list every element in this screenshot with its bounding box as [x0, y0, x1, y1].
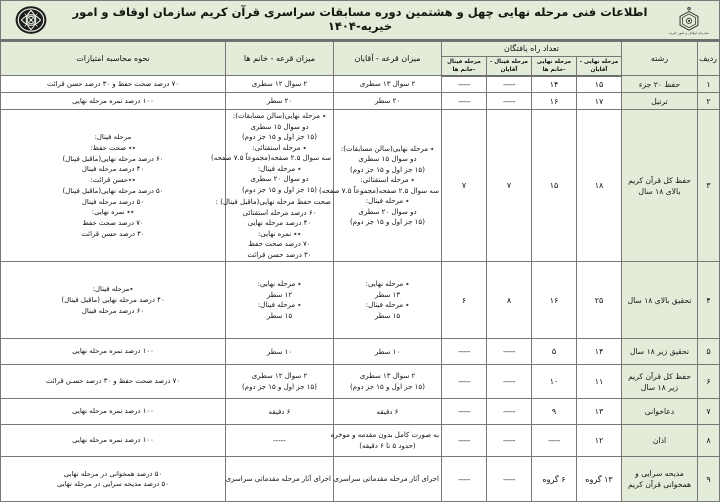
lot_men-line: ٭ مرحله استفتائی: — [360, 176, 415, 185]
count-final-women: ۱۶ — [532, 262, 577, 339]
lot_men-lines — [330, 430, 439, 451]
lot_women-lines — [210, 111, 331, 195]
scoring-line: مرحله فینال: — [94, 133, 132, 142]
scoring-line: ۵۰ درصد مدیحه سرایی در مرحله نهایی — [57, 480, 169, 489]
scoring-line: ٭٭ صحت حفظ: — [90, 144, 136, 152]
lot-women-cell — [225, 93, 333, 110]
count-finale-women: ----- — [441, 93, 486, 110]
scoring-cell — [1, 93, 226, 110]
field-name: حفظ کل قرآن کریم زیر ۱۸ سال — [622, 365, 698, 399]
lot-women-cell — [225, 365, 333, 399]
scoring_mid-line: ٭٭ نمره نهایی: — [257, 229, 302, 238]
count-finale-men: ----- — [487, 399, 532, 425]
lot-women-cell — [225, 76, 333, 93]
count-final-women: ----- — [532, 425, 577, 457]
lot_women-line: ٭ مرحله نهایی: — [257, 280, 302, 289]
lot_women-line: سه سوال ۲.۵ صفحه(مجموعاً ۷.۵ صفحه) — [210, 154, 331, 163]
lot_women-line: (۱۵ جز اول و ۱۵ جز دوم) — [242, 185, 317, 194]
count-final-men: ۱۳ گروه — [577, 457, 622, 502]
scoring-lines — [3, 79, 223, 90]
scoring-lines — [3, 469, 223, 490]
lot_men-line: ٭ مرحله نهایی: — [365, 280, 410, 289]
competition-info-table — [0, 41, 720, 502]
lot_women-lines — [228, 79, 331, 90]
ornamental-medallion-logo — [5, 2, 57, 38]
count-final-women: ۱۶ — [532, 93, 577, 110]
lot_men-lines — [336, 96, 439, 107]
scoring-line: ٭مرحله فینال: — [92, 285, 134, 294]
field-name: تحقیق بالای ۱۸ سال — [622, 262, 698, 339]
lot-women-cell — [225, 262, 333, 339]
lot_women-line: ۱۲ سطر — [266, 290, 293, 299]
lot_men-line: (۱۵ جز اول و ۱۵ جز دوم) — [350, 382, 425, 391]
lot_men-line: به صورت کامل بدون مقدمه و موخره — [330, 431, 439, 440]
scoring-line: ۷۰ درصد صحت حفظ و ۳۰ درصد حسن قرائت — [46, 79, 180, 88]
lot_men-line: ٭ مرحله فینال: — [365, 301, 410, 310]
count-finale-men: ----- — [487, 339, 532, 365]
lot_men-line: اجرای آثار مرحله مقدماتی سراسری — [333, 475, 439, 484]
scoring-line: ٭٭حسن قرائت: — [90, 176, 136, 185]
lot-women-cell — [225, 339, 333, 365]
count-finale-men: ۷ — [487, 110, 532, 262]
lot_women-line: ٭ مرحله فینال: — [257, 164, 302, 173]
lot-men-cell — [333, 457, 441, 502]
lot_men-line: (۱۵ جز اول و ۱۵ جز دوم) — [350, 218, 425, 227]
lot_men-lines — [336, 371, 439, 392]
col-header-finale-men: مرحله فینال - آقایان — [487, 56, 532, 76]
count-finale-women: ----- — [441, 399, 486, 425]
lot-men-cell — [333, 399, 441, 425]
count-finale-women: ۶ — [441, 262, 486, 339]
lot-women-cell — [210, 110, 333, 262]
lot-women-cell — [225, 425, 333, 457]
field-name: تحقیق زیر ۱۸ سال — [622, 339, 698, 365]
lot-men-cell — [333, 262, 441, 339]
lot_women-lines — [228, 407, 331, 418]
scoring-cell — [1, 262, 226, 339]
scoring-line: ۱۰۰ درصد نمره مرحله نهایی — [72, 347, 154, 356]
scoring-line: ۴۰ درصد مرحله فینال — [81, 165, 145, 174]
scoring-cell — [1, 76, 226, 93]
field-name: دعاخوانی — [622, 399, 698, 425]
scoring-lines — [3, 346, 223, 357]
col-header-entrants-group: تعداد راه یافتگان — [441, 42, 621, 57]
count-finale-women: ----- — [441, 365, 486, 399]
count-final-men: ۱۵ — [577, 76, 622, 93]
lot-men-cell — [333, 93, 441, 110]
table-body — [1, 76, 720, 502]
scoring-line: ۷۰ درصد صحت حفظ و ۳۰ درصد حسـن قرائت — [45, 377, 181, 386]
count-final-women: ۹ — [532, 399, 577, 425]
lot_women-line: ۲ سوال ۱۲ سطری — [251, 80, 308, 89]
col-header-field: رشته — [622, 42, 698, 76]
field-name: حفظ ۲۰ جزء — [622, 76, 698, 93]
lot_women-line: (۱۵ جز اول و ۱۵ جز دوم) — [242, 133, 317, 142]
col-header-rownum: ردیف — [698, 42, 720, 76]
table-row — [1, 110, 720, 262]
lot_women-lines — [228, 96, 331, 107]
count-final-men: ۱۱ — [577, 365, 622, 399]
lot_women-line: ٭ مرحله فینال: — [257, 301, 302, 310]
lot_men-line: سه سوال ۲.۵ صفحه(مجموعاً ۷.۵ صفحه) — [318, 186, 439, 195]
lot_men-line: ٭ مرحله نهایی(سالن مسابقات): — [340, 144, 435, 153]
count-finale-women: ----- — [441, 425, 486, 457]
lot_women-line: ۲ سوال ۱۲ سطری — [251, 372, 308, 381]
lot_women-lines — [228, 347, 331, 358]
row-number: ۸ — [698, 425, 720, 457]
lot_women-lines — [228, 279, 331, 321]
col-header-lot-men: میزان قرعه - آقایان — [333, 42, 441, 76]
scoring-line: ۵۰ درصد همخوانی در مرحله نهایی — [63, 469, 163, 478]
lot_men-line: دو سوال ۲۰ سطری — [358, 207, 417, 216]
scoring-cell — [1, 110, 226, 262]
lot_men-line: ۲ سوال ۱۳ سطری — [359, 372, 416, 381]
table-row — [1, 425, 720, 457]
scoring-lines — [3, 132, 223, 239]
count-finale-women: ----- — [441, 76, 486, 93]
lot_men-lines — [318, 144, 439, 228]
lot_men-lines — [336, 347, 439, 358]
row-number: ۲ — [698, 93, 720, 110]
lot_women-line: ٭ مرحله نهایی(سالن مسابقات): — [232, 112, 327, 121]
field-name: مدیحه سرایی و همخوانی قرآن کریم — [622, 457, 698, 502]
table-row — [1, 93, 720, 110]
count-final-women: ۱۴ — [532, 76, 577, 93]
row-number: ۱ — [698, 76, 720, 93]
scoring-line: ۶۰ درصد مرحله نهایی(ماقبل فینال) — [62, 154, 164, 163]
lot_women-line: ۶ دقیقه — [268, 407, 291, 416]
scoring-cell — [1, 399, 226, 425]
scoring_mid-line: ۷۰ درصد صحت حفظ — [248, 240, 311, 249]
count-finale-men: ۸ — [487, 262, 532, 339]
count-final-men: ۱۸ — [577, 110, 622, 262]
field-name: اذان — [622, 425, 698, 457]
lot_men-line: (حدود ۵ تا ۶ دقیقه) — [359, 441, 416, 450]
lot_men-line: ۶ دقیقه — [376, 407, 399, 416]
row-number: ۶ — [698, 365, 720, 399]
count-final-men: ۱۳ — [577, 399, 622, 425]
count-final-men: ۱۷ — [577, 93, 622, 110]
row-number: ۴ — [698, 262, 720, 339]
scoring-line: ۵۰ درصد مرحله فینال — [81, 197, 145, 206]
scoring-line: ۱۰۰ درصد نمره مرحله نهایی — [72, 407, 154, 416]
lot_women-lines — [228, 436, 331, 447]
scoring-cell — [1, 339, 226, 365]
count-final-women: ۵ — [532, 339, 577, 365]
count-final-women: ۱۵ — [532, 110, 577, 262]
table-header-row-top — [1, 42, 720, 57]
count-finale-women: ----- — [441, 339, 486, 365]
scoring-line: ۵۰ درصد مرحله نهایی(ماقبل فینال) — [62, 186, 164, 195]
scoring-line: ٭٭ نمره نهایی: — [91, 208, 135, 217]
scoring_mid-line: ۶۰ درصد مرحله استفتائی — [242, 208, 317, 217]
lot-men-cell — [333, 76, 441, 93]
count-final-men: ۲۵ — [577, 262, 622, 339]
lot_women-line: ۲۰ سطر — [266, 97, 293, 106]
field-name: ترتیل — [622, 93, 698, 110]
scoring-line: ۱۰۰ درصد نمره مرحله نهایی — [72, 436, 154, 445]
col-header-finale-women: مرحله فینال -خانم ها — [441, 56, 486, 76]
table-header — [1, 42, 720, 76]
lot_women-line: ۱۰ سطر — [266, 347, 293, 356]
scoring-lines — [3, 406, 223, 417]
scoring-line: ۶۰ درصد مرحله فینال — [81, 306, 145, 315]
scoring-cell — [1, 365, 226, 399]
row-number: ۷ — [698, 399, 720, 425]
lot_women-line: ۱۵ سطر — [266, 311, 293, 320]
lot-men-cell — [333, 339, 441, 365]
scoring-line: ۱۰۰ درصد نمره مرحله نهایی — [72, 96, 154, 105]
lot-men-cell — [333, 365, 441, 399]
lot_women-line: (۱۵ جز اول و ۱۵ جز دوم) — [242, 382, 317, 391]
scoring-lines — [3, 284, 223, 316]
lot_women-line: دو سوال ۱۵ سطری — [250, 122, 309, 131]
row-number: ۵ — [698, 339, 720, 365]
count-final-women: ۱۰ — [532, 365, 577, 399]
scoring-cell — [1, 425, 226, 457]
lot-men-cell — [318, 110, 441, 262]
lot_women-line: ----- — [273, 436, 286, 445]
count-finale-women: ----- — [441, 457, 486, 502]
table-row — [1, 339, 720, 365]
lot_men-lines — [336, 279, 439, 321]
table-row — [1, 457, 720, 502]
col-header-final-women: مرحله نهایی -خانم ها — [532, 56, 577, 76]
document-header-banner — [0, 0, 720, 41]
table-row — [1, 76, 720, 93]
lot_men-line: ۱۵ سطر — [374, 311, 401, 320]
count-finale-men: ----- — [487, 425, 532, 457]
scoring-line: ۷۰ درصد صحت حفظ — [82, 218, 144, 227]
col-header-lot-women: میزان قرعه - خانم ها — [225, 42, 333, 76]
lot_men-line: ٭ مرحله فینال: — [365, 197, 410, 206]
table-row — [1, 399, 720, 425]
scoring_mid-line: صحت حفظ مرحله نهایی(ماقبل فینال) : — [215, 198, 331, 207]
scoring-line: ۳۰ درصد حسن قرائت — [81, 229, 145, 238]
scoring-line: ۴۰ درصد مرحله نهایی (ماقبل فینال) — [61, 295, 165, 304]
lot_men-lines — [333, 474, 439, 485]
lot-women-cell — [225, 399, 333, 425]
row-number: ۳ — [698, 110, 720, 262]
lot_men-line: (۱۵ جز اول و ۱۵ جز دوم) — [350, 165, 425, 174]
table-row — [1, 262, 720, 339]
lot_men-lines — [336, 407, 439, 418]
scoring-lines — [3, 96, 223, 107]
lot_men-line: ۱۳ سطر — [374, 290, 401, 299]
count-finale-men: ----- — [487, 457, 532, 502]
logo-caption: سازمان اوقاف و امور خیریه — [669, 30, 709, 35]
row-number: ۹ — [698, 457, 720, 502]
lot_men-line: ۲۰ سطر — [374, 97, 401, 106]
lot-men-cell — [330, 425, 441, 457]
lot_women-line: اجرای آثار مرحله مقدماتی سراسری — [225, 475, 331, 484]
count-finale-men: ----- — [487, 365, 532, 399]
scoring_mid-lines — [215, 197, 331, 260]
lot_women-line: دو سوال ۲۰ سطری — [250, 175, 309, 184]
lot_women-line: ٭ مرحله استفتائی: — [252, 143, 307, 152]
lot_men-lines — [336, 79, 439, 90]
awqaf-organization-logo — [663, 2, 715, 38]
count-finale-men: ----- — [487, 76, 532, 93]
count-final-men: ۱۴ — [577, 339, 622, 365]
lot-women-cell — [225, 457, 333, 502]
scoring_mid-line: ۴۰ درصد مرحله نهایی — [247, 219, 312, 228]
lot_men-line: ۲ سوال ۱۳ سطری — [359, 80, 416, 89]
page-title: اطلاعات فنی مرحله نهایی چهل و هشتمین دوره مسابقات سراسری قرآن کریم سازمان اوقاف و امور خیریه-۱۴۰۴ — [72, 5, 648, 33]
field-name: حفظ کل قرآن کریم بالای ۱۸ سال — [622, 110, 698, 262]
lot_men-line: دو سوال ۱۵ سطری — [358, 155, 417, 164]
scoring-cell — [1, 457, 226, 502]
count-final-women: ۶ گروه — [532, 457, 577, 502]
lot_men-line: ۱۰ سطر — [374, 347, 401, 356]
scoring_mid-line: ۳۰ درصد حسن قرائت — [247, 250, 312, 259]
count-final-men: ۱۲ — [577, 425, 622, 457]
lot_women-lines — [225, 474, 331, 485]
lot_women-lines — [228, 371, 331, 392]
table-row — [1, 365, 720, 399]
count-finale-men: ----- — [487, 93, 532, 110]
scoring-lines — [3, 376, 223, 387]
col-header-scoring: نحوه محاسبه امتیازات — [1, 42, 226, 76]
col-header-final-men: مرحله نهایی - آقایان — [577, 56, 622, 76]
count-finale-women: ۷ — [441, 110, 486, 262]
